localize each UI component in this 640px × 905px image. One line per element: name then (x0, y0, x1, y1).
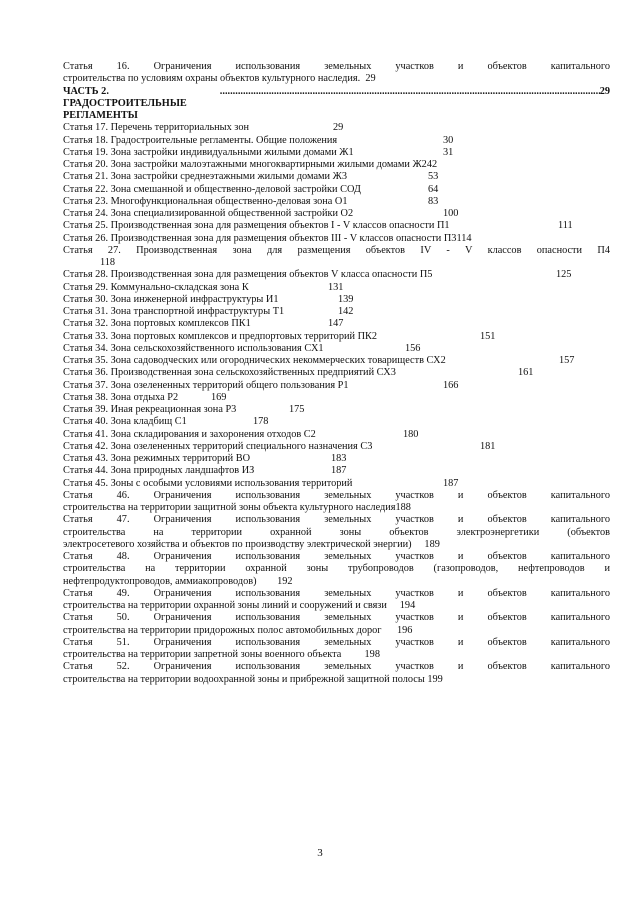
toc-page-number: 169 (211, 391, 227, 403)
toc-entry (63, 318, 610, 330)
toc-page-number: 111 (558, 220, 573, 232)
toc-page-number: 53 (428, 171, 439, 183)
toc-entry (63, 514, 610, 551)
toc-entry (63, 159, 610, 171)
toc-entry (63, 404, 610, 416)
toc-entry-text: строительства на территории охранной зоны трубопроводов (газопроводов, нефтепроводов и (63, 563, 610, 575)
toc-entry (63, 367, 610, 379)
toc-entry-text: Статья 32. Зона портовых комплексов ПК1 (63, 318, 251, 330)
toc-page-number: 42 (426, 159, 438, 170)
toc-entry (63, 429, 610, 441)
toc-entry-text: Статья 35. Зона садоводческих или огороднических некоммерческих товариществ СХ2 (63, 355, 446, 366)
toc-page-number: 29 (365, 73, 376, 85)
toc-entry (63, 245, 610, 270)
toc-entry (63, 171, 610, 183)
toc-page-number: 187 (443, 477, 459, 489)
toc-page-number: 180 (403, 428, 419, 440)
toc-entry (63, 208, 610, 220)
toc-page-number: 196 (396, 624, 413, 636)
toc-entry-text: строительства на территории охранной зоны объектов электроэнергетики (объектов (63, 526, 610, 538)
toc-page-number: 157 (559, 355, 575, 366)
toc-entry-text: Статья 42. Зона озелененных территорий специального назначения С3 (63, 440, 373, 452)
toc-part-title: ЧАСТЬ 2. ГРАДОСТРОИТЕЛЬНЫЕ РЕГЛАМЕНТЫ (63, 85, 187, 121)
toc-entry-text: Статья 51. Ограничения использования земельных участков и объектов капитального (63, 636, 610, 648)
toc-page-number: 189 (424, 538, 440, 550)
toc-entry (63, 661, 610, 686)
toc-entry-text: Статья 52. Ограничения использования земельных участков и объектов капитального (63, 661, 610, 673)
toc-entry-text: Статья 50. Ограничения использования земельных участков и объектов капитального (63, 612, 610, 624)
toc-page-number: 156 (405, 342, 421, 354)
toc-entry-text: Статья 41. Зона складирования и захоронения отходов С2 (63, 428, 316, 440)
toc-entry-text: Статья 34. Зона сельскохозяйственного использования СХ1 (63, 342, 324, 354)
toc-entry (63, 416, 610, 428)
toc-entry-text: Статья 46. Ограничения использования земельных участков и объектов капитального (63, 489, 610, 501)
toc-entry-text: Статья 23. Многофункциональная общественно-деловая зона О1 (63, 195, 348, 207)
toc-page-number: 178 (253, 416, 269, 428)
toc-entry-text: Статья 28. Производственная зона для размещения объектов V класса опасности П5 (63, 269, 433, 281)
toc-entry-text: Статья 24. Зона специализированной общественной застройки О2 (63, 208, 354, 219)
toc-entry (63, 637, 610, 662)
toc-entry-text: Статья 45. Зоны с особыми условиями использования территорий (63, 477, 353, 489)
toc-entry-text: Статья 27. Производственная зона для размещения объектов IV - V классов опасности П4 (63, 244, 610, 256)
toc-page-number: 161 (518, 367, 534, 379)
toc-page-number: 188 (395, 502, 411, 513)
toc-entry-text: Статья 22. Зона смешанной и общественно-деловой застройки СОД (63, 183, 361, 195)
toc-entry-text: Статья 25. Производственная зона для размещения объектов I - V классов опасности П1 (63, 220, 450, 232)
toc-page-number: 29 (333, 122, 344, 134)
toc-page-number: 194 (399, 600, 416, 611)
toc-entry (63, 282, 610, 294)
toc-page-number: 30 (443, 134, 454, 146)
toc-entry-text: Статья 48. Ограничения использования земельных участков и объектов капитального (63, 551, 610, 562)
toc-entry (63, 612, 610, 637)
toc-page-number: 31 (443, 146, 454, 158)
table-of-contents (63, 61, 610, 686)
toc-entry-text: строительства на территории защитной зоны объекта культурного наследия (63, 502, 396, 513)
toc-entry (63, 465, 610, 477)
toc-entry (63, 551, 610, 588)
toc-entry (63, 294, 610, 306)
toc-entry-text: Статья 30. Зона инженерной инфраструктуры И1 (63, 293, 279, 305)
toc-entry (63, 233, 610, 245)
toc-entry-text: строительства на территории придорожных полос автомобильных дорог (63, 624, 382, 636)
toc-page-number: 198 (364, 649, 380, 660)
toc-page-number: 29 (599, 85, 610, 97)
toc-entry (63, 122, 610, 134)
toc-page-number: 175 (289, 404, 305, 415)
toc-entry (63, 306, 610, 318)
toc-entry (63, 392, 610, 404)
toc-entry-text: строительства по условиям охраны объектов культурного наследия. (63, 73, 361, 85)
toc-entry (63, 331, 610, 343)
toc-entry-text: Статья 18. Градостроительные регламенты. Общие положения (63, 134, 338, 146)
toc-entry (63, 441, 610, 453)
toc-entry-text: строительства на территории охранной зоны линий и сооружений и связи (63, 600, 387, 611)
toc-entry (63, 220, 610, 232)
toc-entry-text: Статья 20. Зона застройки малоэтажными многоквартирными жилыми домами Ж2 (63, 159, 427, 170)
toc-entry-text: Статья 47. Ограничения использования земельных участков и объектов капитального (63, 514, 610, 526)
toc-entry-text: Статья 29. Коммунально-складская зона К (63, 281, 249, 293)
toc-page-number: 125 (556, 269, 572, 281)
toc-entry-text: Статья 31. Зона транспортной инфраструктуры Т1 (63, 306, 285, 317)
toc-entry-text: строительства на территории водоохранной зоны и прибрежной защитной полосы (63, 673, 425, 685)
toc-page-number: 118 (100, 257, 116, 268)
toc-entry (63, 490, 610, 515)
toc-entry (63, 453, 610, 465)
toc-page-number: 139 (338, 293, 354, 305)
toc-entry-text: нефтепродуктопроводов, аммиакопроводов) (63, 575, 257, 587)
toc-page-number: 64 (428, 183, 439, 195)
toc-entry-text: Статья 16. Ограничения использования земельных участков и объектов капитального (63, 61, 610, 72)
toc-entry-text: электросетевого хозяйства и объектов по производству электрической энергии) (63, 538, 412, 550)
toc-entry (63, 588, 610, 613)
toc-page-number: 100 (443, 208, 459, 219)
toc-entry-text: Статья 44. Зона природных ландшафтов ИЗ (63, 465, 255, 477)
toc-entry-text: Статья 17. Перечень территориальных зон (63, 122, 249, 134)
toc-entry-text: Статья 37. Зона озелененных территорий общего пользования Р1 (63, 379, 349, 391)
toc-entry-text: Статья 40. Зона кладбищ С1 (63, 416, 187, 428)
toc-page-number: 199 (427, 673, 443, 685)
toc-page-number: 147 (328, 318, 344, 330)
toc-page-number: 114 (456, 232, 472, 244)
page-number-footer: 3 (317, 847, 323, 859)
toc-entry (63, 184, 610, 196)
toc-entry-text: Статья 49. Ограничения использования земельных участков и объектов капитального (63, 587, 610, 599)
toc-page-number: 166 (443, 379, 459, 391)
toc-dot-leader (220, 86, 600, 123)
toc-page-number: 151 (480, 330, 496, 342)
toc-entry-text: Статья 19. Зона застройки индивидуальными жилыми домами Ж1 (63, 146, 354, 158)
toc-entry-text: Статья 36. Производственная зона сельскохозяйственных предприятий СХ3 (63, 367, 396, 379)
toc-entry (63, 135, 610, 147)
toc-entry (63, 380, 610, 392)
toc-page-number: 131 (328, 281, 344, 293)
toc-entry (63, 147, 610, 159)
toc-entry-text: Статья 21. Зона застройки среднеэтажными жилыми домами Ж3 (63, 171, 347, 183)
toc-entry (63, 355, 610, 367)
toc-entry-text: Статья 43. Зона режимных территорий ВО (63, 453, 251, 464)
toc-entry-text: Статья 39. Иная рекреационная зона Р3 (63, 404, 237, 415)
toc-entry-text: Статья 26. Производственная зона для размещения объектов III - V классов опасности П3 (63, 232, 457, 244)
toc-page-number: 83 (428, 195, 439, 207)
toc-entry (63, 478, 610, 490)
toc-entry (63, 269, 610, 281)
toc-page-number: 192 (277, 575, 293, 587)
toc-entry-text: Статья 33. Зона портовых комплексов и предпортовых территорий ПК2 (63, 330, 378, 342)
toc-page-number: 181 (480, 440, 496, 452)
toc-entry-text: Статья 38. Зона отдыха Р2 (63, 391, 179, 403)
toc-page-number: 142 (338, 306, 354, 317)
toc-part-heading (63, 86, 610, 123)
toc-entry (63, 196, 610, 208)
toc-page-number: 187 (331, 465, 347, 477)
toc-entry-text: строительства на территории запретной зоны военного объекта (63, 649, 342, 660)
toc-entry (63, 61, 610, 86)
toc-page-number: 183 (331, 453, 347, 464)
toc-entry (63, 343, 610, 355)
